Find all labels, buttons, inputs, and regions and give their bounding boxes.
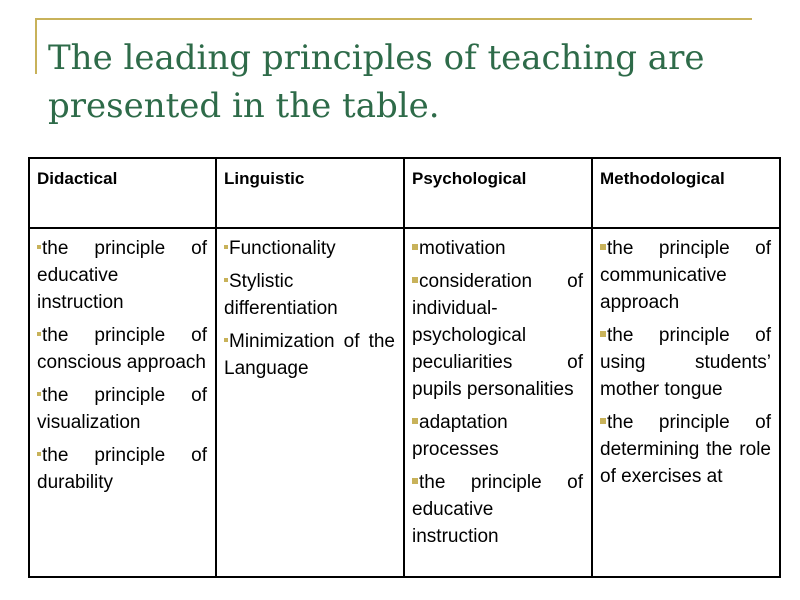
square-bullet-icon (37, 245, 41, 249)
list-item (412, 469, 583, 550)
square-bullet-icon (412, 478, 418, 484)
list-item-text: consideration of individual-psychological peculiarities of pupils personalities (412, 271, 583, 400)
square-bullet-icon (600, 418, 606, 424)
square-bullet-icon (412, 418, 418, 424)
list-item (600, 235, 771, 316)
methodological-list (600, 235, 771, 490)
list-item-text: the principle of durability (37, 445, 207, 493)
table-header-row (29, 158, 780, 228)
table-body-row (29, 228, 780, 577)
didactical-list (37, 235, 207, 496)
header-linguistic: Linguistic (216, 158, 404, 228)
decorative-top-rule (35, 18, 752, 20)
list-item-text: the principle of using students’ mother tongue (600, 325, 771, 400)
list-item (37, 322, 207, 376)
principles-table (28, 157, 781, 578)
list-item-text: Minimization of the Language (224, 331, 395, 379)
psychological-cell (404, 228, 592, 577)
linguistic-cell (216, 228, 404, 577)
didactical-cell (29, 228, 216, 577)
square-bullet-icon (37, 452, 41, 456)
header-psychological: Psychological (404, 158, 592, 228)
list-item (412, 409, 583, 463)
square-bullet-icon (37, 332, 41, 336)
list-item-text: adaptation processes (412, 412, 508, 460)
list-item (412, 235, 583, 262)
psychological-list (412, 235, 583, 550)
list-item-text: the principle of educative instruction (412, 472, 583, 547)
list-item-text: the principle of educative instruction (37, 238, 207, 313)
square-bullet-icon (412, 277, 418, 283)
header-didactical: Didactical (29, 158, 216, 228)
square-bullet-icon (412, 244, 418, 250)
methodological-cell (592, 228, 780, 577)
square-bullet-icon (224, 245, 228, 249)
square-bullet-icon (37, 392, 41, 396)
list-item (37, 382, 207, 436)
square-bullet-icon (600, 244, 606, 250)
list-item-text: the principle of visualization (37, 385, 207, 433)
list-item-text: the principle of determining the role of exercises at (600, 412, 771, 487)
square-bullet-icon (224, 278, 228, 282)
square-bullet-icon (224, 338, 228, 342)
list-item (600, 409, 771, 490)
list-item-text: motivation (419, 238, 506, 259)
header-methodological: Methodological (592, 158, 780, 228)
square-bullet-icon (600, 331, 606, 337)
list-item-text: Stylistic differentiation (224, 271, 338, 319)
list-item (412, 268, 583, 403)
list-item (600, 322, 771, 403)
list-item-text: the principle of conscious approach (37, 325, 207, 373)
slide-title: The leading principles of teaching are presented in the table. (48, 38, 705, 126)
list-item (224, 268, 395, 322)
list-item (37, 235, 207, 316)
list-item-text: the principle of communicative approach (600, 238, 771, 313)
list-item (37, 442, 207, 496)
list-item (224, 328, 395, 382)
linguistic-list (224, 235, 395, 382)
decorative-left-rule (35, 18, 37, 74)
list-item (224, 235, 395, 262)
list-item-text: Functionality (229, 238, 336, 259)
